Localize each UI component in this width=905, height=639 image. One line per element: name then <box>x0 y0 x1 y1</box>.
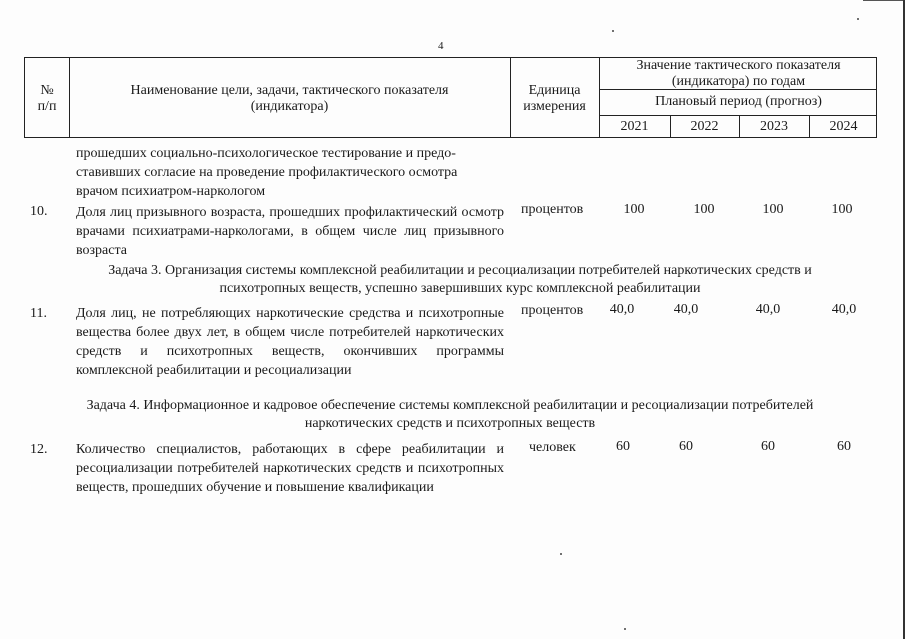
row-number: 12. <box>30 442 48 457</box>
row-value-2021: 60 <box>616 439 630 454</box>
header-period: Плановый период (прогноз) <box>655 94 822 109</box>
continuation-text: прошедших социально-психологическое тестирование и предо- ставивших согласие на проведение профилактического осмотра врачом психиатром-наркологом <box>76 146 458 199</box>
row-value-2024: 40,0 <box>831 302 857 317</box>
row-value-2023: 40,0 <box>755 302 781 317</box>
row-value-2024: 60 <box>837 439 851 454</box>
table-header <box>24 57 877 138</box>
header-value-group: Значение тактического показателя (индикатора) по годам <box>636 57 841 89</box>
row-text: Количество специалистов, работающих в сфере реабилитации и ресоциализации потребителей наркотических средств и психотропных веществ, прошедших обучение и повышение квалификации <box>76 442 504 495</box>
row-number: 10. <box>30 204 48 219</box>
row-value-2022: 100 <box>693 202 715 217</box>
scan-speck <box>857 18 859 20</box>
row-value-2021: 40,0 <box>609 302 635 317</box>
row-text: Доля лиц, не потребляющих наркотические средства и психотропные вещества более двух лет, в общем числе потребителей наркотических средств и психотропных веществ, окончивших программы комплексной реабилитации и ресоциализации <box>76 306 504 378</box>
row-value-2022: 60 <box>679 439 693 454</box>
row-unit: человек <box>529 440 576 455</box>
header-name: Наименование цели, задачи, тактического показателя (индикатора) <box>130 82 449 114</box>
row-value-2021: 100 <box>623 202 645 217</box>
row-unit: процентов <box>521 303 584 318</box>
header-unit: Единица измерения <box>523 82 586 114</box>
header-year-2021: 2021 <box>620 119 649 134</box>
header-year-2023: 2023 <box>760 119 788 134</box>
task-3-heading: Задача 3. Организация системы комплексной реабилитации и ресоциализации потребителей наркотических средств и психотропных веществ, успешно завершивших курс комплексной реабилитации <box>108 263 812 296</box>
row-value-2023: 100 <box>762 202 784 217</box>
row-value-2023: 60 <box>761 439 775 454</box>
scan-speck <box>612 30 614 32</box>
row-unit: процентов <box>521 202 584 217</box>
scan-corner-mark <box>863 0 903 1</box>
header-year-2024: 2024 <box>829 119 858 134</box>
row-value-2024: 100 <box>831 202 853 217</box>
row-value-2022: 40,0 <box>673 302 699 317</box>
row-number: 11. <box>30 306 47 321</box>
header-year-2022: 2022 <box>690 119 719 134</box>
task-4-heading: Задача 4. Информационное и кадровое обеспечение системы комплексной реабилитации и ресоциализации потребителей наркотических средств и психотропных веществ <box>86 398 814 431</box>
scan-speck <box>560 553 562 555</box>
page-number: 4 <box>438 40 444 52</box>
row-text: Доля лиц призывного возраста, прошедших профилактический осмотр врачами психиатрами-наркологами, в общем числе лиц призывного возраста <box>76 205 504 258</box>
header-num: № п/п <box>37 82 57 114</box>
scan-speck <box>624 628 626 630</box>
